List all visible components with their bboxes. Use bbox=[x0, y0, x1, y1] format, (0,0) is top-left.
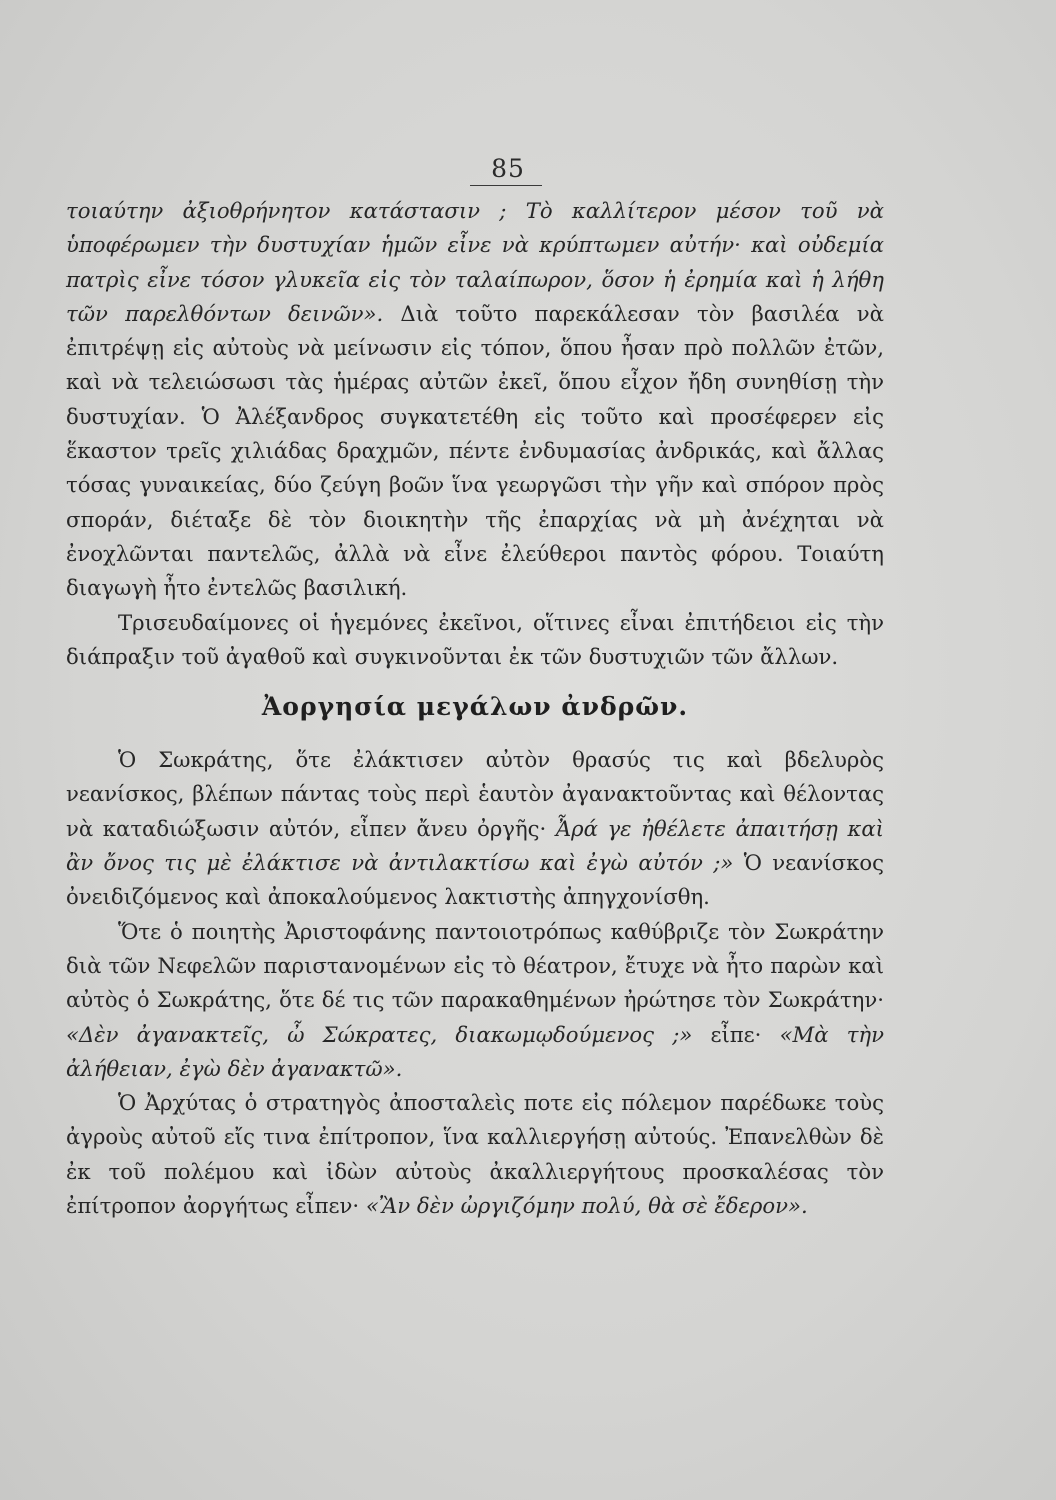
quote-archytas: «Ἂν δὲν ὠργιζόμην πολύ, θὰ σὲ ἔδερον». bbox=[365, 1193, 808, 1219]
paragraph-text: Διὰ τοῦτο παρεκάλεσαν τὸν βασιλέα νὰ ἐπιτρέψῃ εἰς αὐτοὺς νὰ μείνωσιν εἰς τόπον, ὅπου ἦσαν πρὸ πολλῶν ἐτῶν, καὶ νὰ τελειώσωσι τὰς ἡμέρας αὐτῶν ἐκεῖ, ὅπου εἶχον ἤδη συνηθίσῃ τὴν δυστυχίαν. Ὁ Ἀλέξανδρος συγκατετέθη εἰς τοῦτο καὶ προσέφερεν εἰς ἕκαστον τρεῖς χιλιάδας δραχμῶν, πέντε ἐνδυμασίας ἀνδρικάς, καὶ ἄλλας τόσας γυναικείας, δύο ζεύγη βοῶν ἵνα γεωργῶσι τὴν γῆν καὶ σπόρον πρὸς σποράν, διέταξε δὲ τὸν διοικητὴν τῆς ἐπαρχίας νὰ μὴ ἀνέχηται νὰ ἐνοχλῶνται παντελῶς, ἀλλὰ νὰ εἶνε ἐλεύθεροι παντὸς φόρου. Τοιαύτη διαγωγὴ ἦτο ἐντελῶς βασιλική. bbox=[66, 300, 884, 601]
quote-end: τοιαύτην ἀξιοθρήνητον κατάστασιν ; Τὸ καλλίτερον μέσον τοῦ νὰ ὑποφέρωμεν τὴν δυστυχίαν ἡμῶν εἶνε νὰ κρύπτωμεν αὐτήν· καὶ οὐδεμία πατρὶς εἶνε τόσον γλυκεῖα εἰς τὸν ταλαίπωρον, ὅσον ἡ ἐρημία καὶ ἡ λήθη τῶν παρελθόντων δεινῶν». bbox=[66, 198, 884, 326]
quote-question: «Δὲν ἀγανακτεῖς, ὦ Σώκρατες, διακωμῳδούμενος ;» bbox=[66, 1021, 693, 1047]
paragraph-text: εἶπε· bbox=[710, 1021, 762, 1047]
page-number-rule bbox=[470, 185, 542, 186]
paragraph-socrates-kick bbox=[66, 743, 884, 914]
section-heading: Ἀοργησία μεγάλων ἀνδρῶν. bbox=[261, 692, 689, 722]
paragraph-continuation bbox=[66, 194, 884, 606]
paragraph-archytas bbox=[66, 1086, 884, 1223]
paragraph-text: Ὅτε ὁ ποιητὴς Ἀριστοφάνης παντοιοτρόπως καθύβριζε τὸν Σωκράτην διὰ τῶν Νεφελῶν παριστανομένων εἰς τὸ θέατρον, ἔτυχε νὰ ἦτο παρὼν καὶ αὐτὸς ὁ Σωκράτης, ὅτε δέ τις τῶν παρακαθημένων ἠρώτησε τὸν Σωκράτην· bbox=[66, 918, 884, 1013]
quote-answer: «Μὰ τὴν ἀλήθειαν, ἐγὼ δὲν ἀγανακτῶ». bbox=[66, 1021, 884, 1081]
page-number: 85 bbox=[491, 154, 525, 183]
paragraph-text: Ὁ νεανίσκος ὀνειδιζόμενος καὶ ἀποκαλούμενος λακτιστὴς ἀπηγχονίσθη. bbox=[66, 850, 884, 910]
page-body bbox=[66, 194, 884, 1223]
paragraph-text: Ὁ Ἀρχύτας ὁ στρατηγὸς ἀποσταλεὶς ποτε εἰς πόλεμον παρέδωκε τοὺς ἀγροὺς αὐτοῦ εἴς τινα ἐπίτροπον, ἵνα καλλιεργήσῃ αὐτούς. Ἐπανελθὼν δὲ ἐκ τοῦ πολέμου καὶ ἰδὼν αὐτοὺς ἀκαλλιεργήτους προσκαλέσας τὸν ἐπίτροπον ἀοργήτως εἶπεν· bbox=[66, 1090, 884, 1219]
paragraph-text: Ὁ Σωκράτης, ὅτε ἐλάκτισεν αὐτὸν θρασύς τις καὶ βδελυρὸς νεανίσκος, βλέπων πάντας τοὺς περὶ ἑαυτὸν ἀγανακτοῦντας καὶ θέλοντας νὰ καταδιώξωσιν αὐτόν, εἶπεν ἄνευ ὀργῆς· bbox=[66, 747, 884, 841]
paragraph-aristophanes bbox=[66, 915, 884, 1086]
quote-socrates: Ἆρά γε ἠθέλετε ἀπαιτήσῃ καὶ ἂν ὄνος τις μὲ ἐλάκτισε νὰ ἀντιλακτίσω καὶ ἐγὼ αὐτόν ;» bbox=[66, 815, 884, 876]
paragraph-moral: Τρισευδαίμονες οἱ ἡγεμόνες ἐκεῖνοι, οἵτινες εἶναι ἐπιτήδειοι εἰς τὴν διάπραξιν τοῦ ἀγαθοῦ καὶ συγκινοῦνται ἐκ τῶν δυστυχιῶν τῶν ἄλλων. bbox=[66, 609, 884, 669]
